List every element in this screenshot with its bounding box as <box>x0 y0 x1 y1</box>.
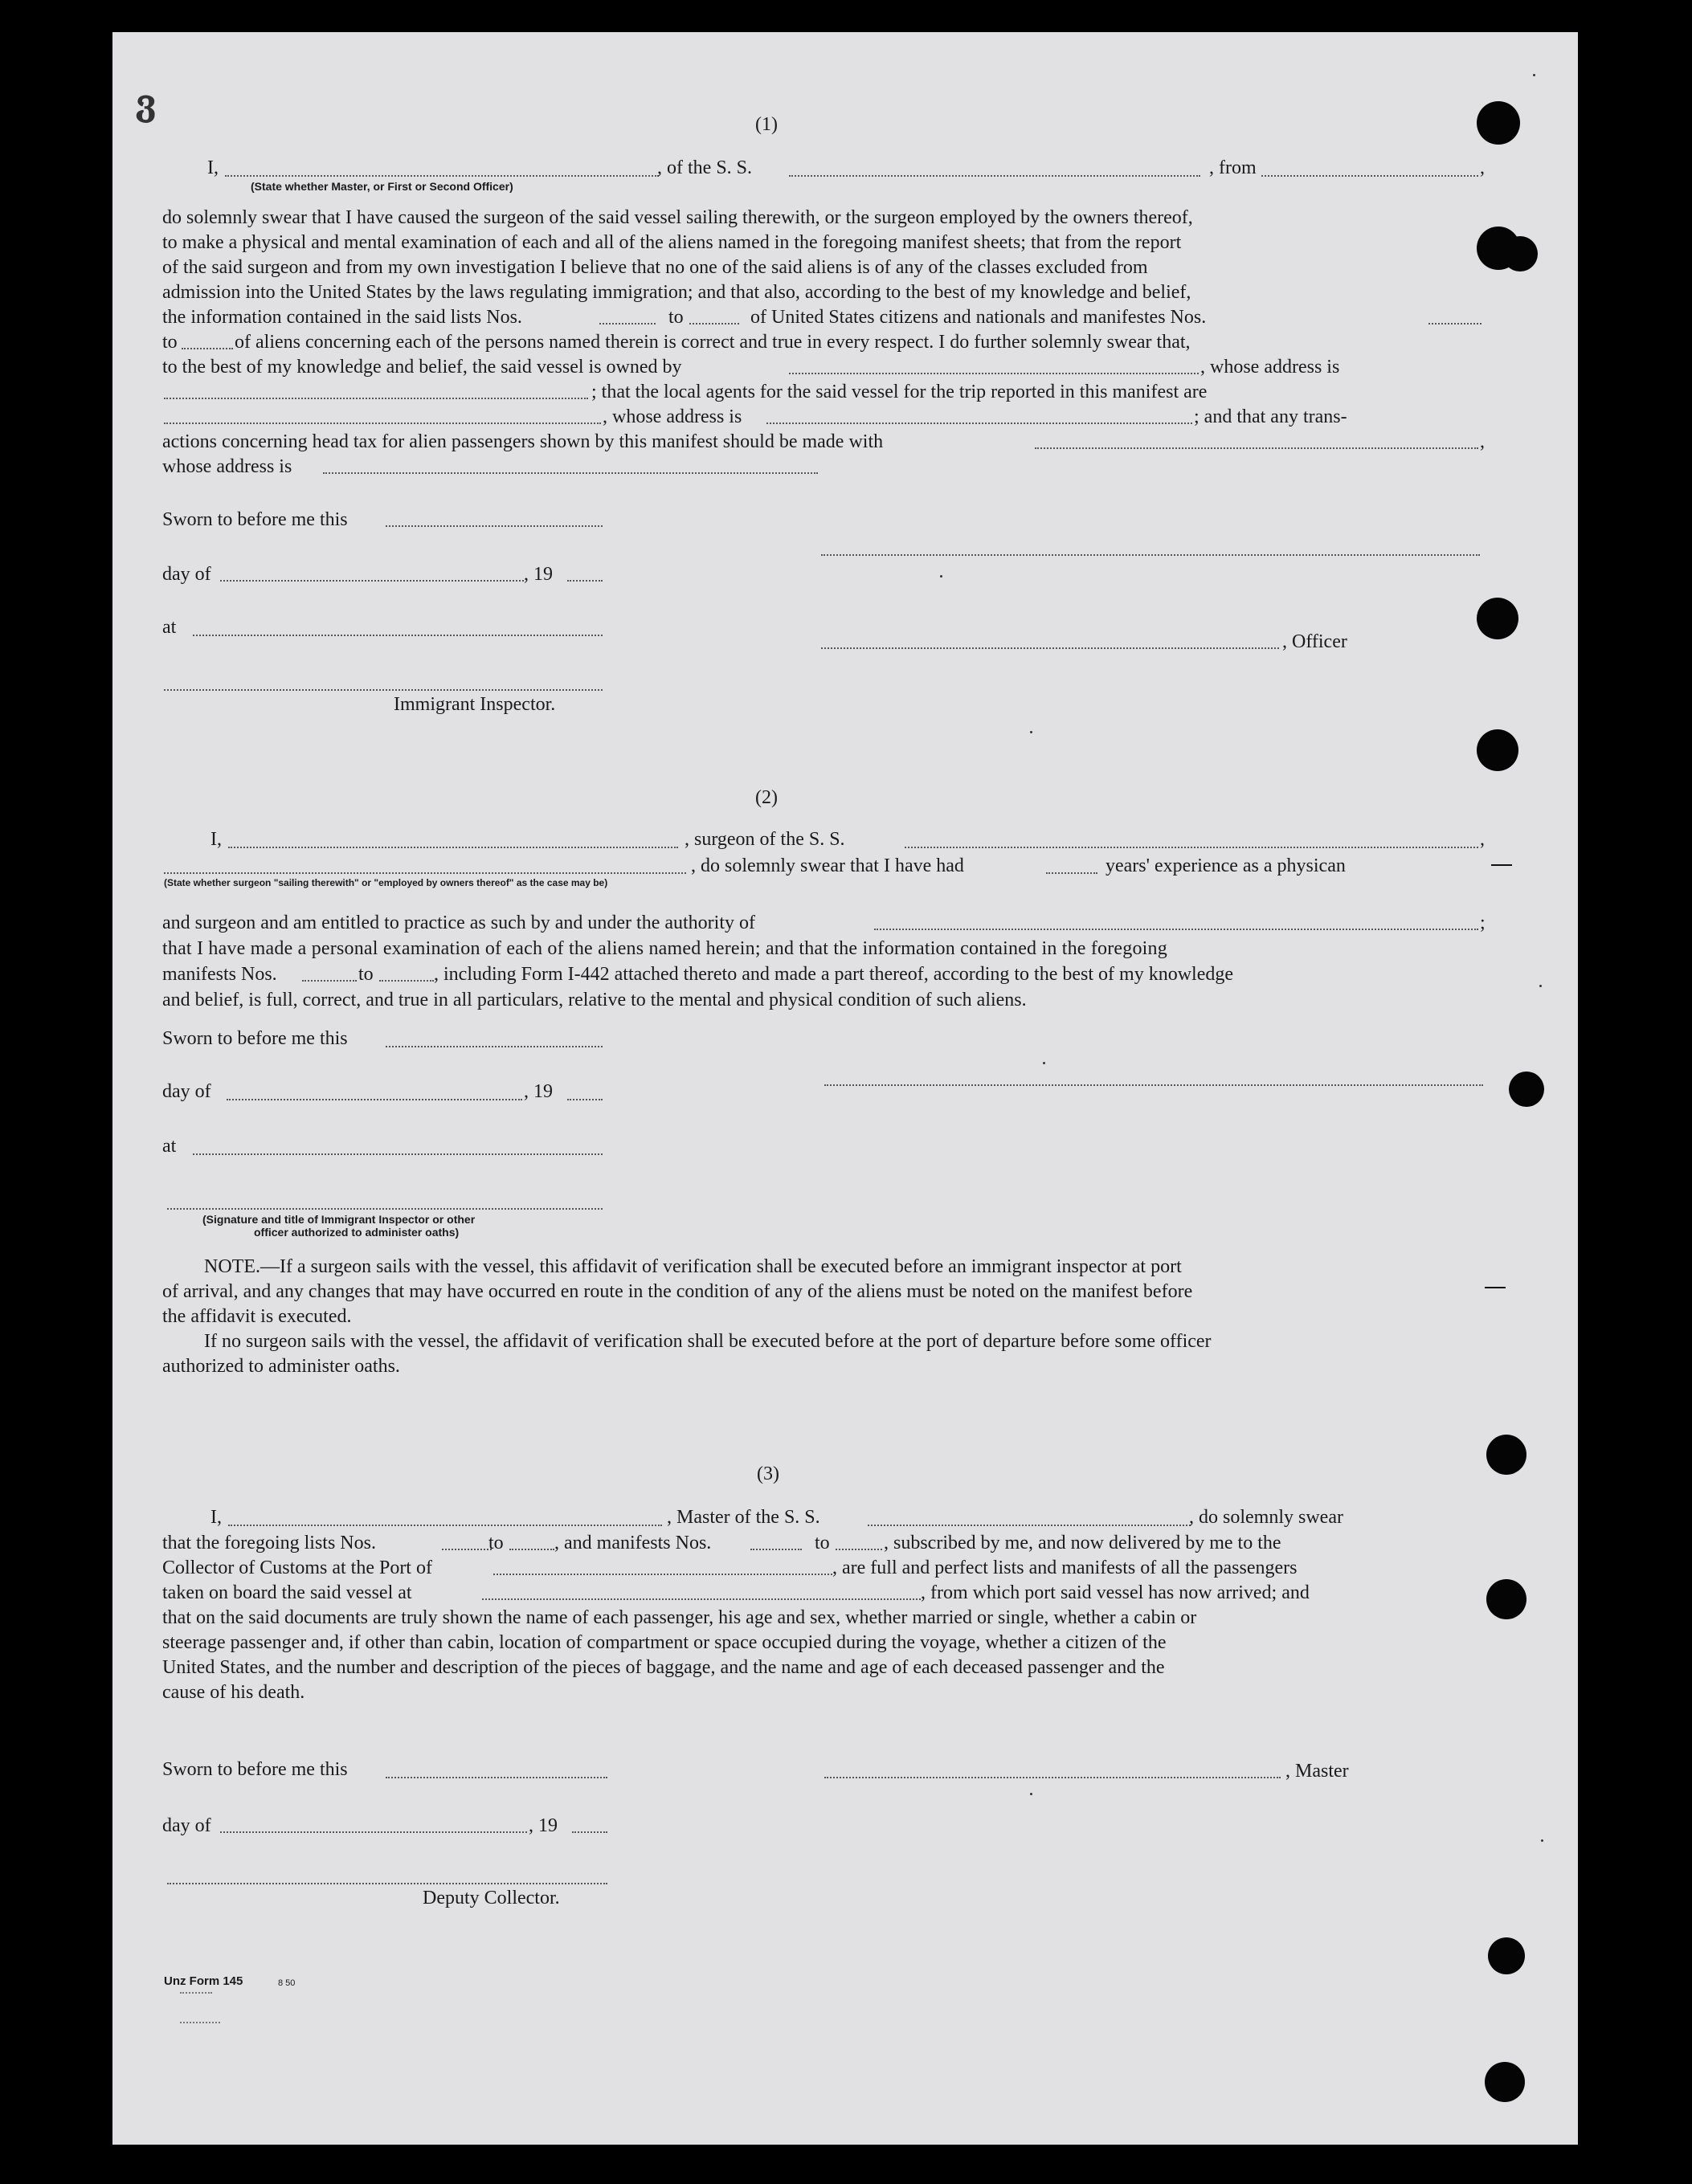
sheet-mark: ვ <box>135 84 157 123</box>
edge-mark <box>1491 864 1512 866</box>
s2-line-a: and surgeon and am entitled to practice as such by and under the authority of <box>162 912 755 933</box>
s3-lists-to-field[interactable] <box>509 1549 554 1550</box>
s1-line: admission into the United States by the laws regulating immigration; and that also, according to the best of my knowledge and belief, <box>162 282 1191 303</box>
speck <box>1030 1793 1032 1795</box>
s1-inspector-field[interactable] <box>164 689 603 691</box>
s1-nineteen: , 19 <box>524 564 553 585</box>
s2-at: at <box>162 1136 177 1157</box>
s1-line5a: the information contained in the said lists Nos. <box>162 307 522 328</box>
s3-manifests-from-field[interactable] <box>750 1549 802 1550</box>
form-id: Unz Form 145 <box>164 1974 243 1988</box>
s1-line8: ; that the local agents for the said vessel for the trip reported in this manifest are <box>591 382 1208 402</box>
binder-hole <box>1486 1435 1526 1475</box>
s1-officer-note: (State whether Master, or First or Second Officer) <box>251 180 513 193</box>
section-3-number: (3) <box>757 1463 779 1484</box>
binder-hole <box>1485 2062 1525 2102</box>
s1-line6a: to <box>162 332 178 353</box>
speck <box>1541 1839 1543 1842</box>
s1-line9a: , whose address is <box>603 406 742 427</box>
s3-l3a: taken on board the said vessel at <box>162 1582 412 1603</box>
s3-l1e: , subscribed by me, and now delivered by me to the <box>884 1533 1281 1553</box>
s2-sig-note-2: officer authorized to administer oaths) <box>254 1226 460 1239</box>
s3-l1b: to <box>488 1533 504 1553</box>
note-paragraph-1 <box>162 1255 1483 1329</box>
document-page <box>112 32 1578 2145</box>
s1-owner-field[interactable] <box>789 373 1199 374</box>
s2-line-c2: to <box>358 964 374 985</box>
s2-nineteen: , 19 <box>524 1081 553 1102</box>
s3-master-name-field[interactable] <box>228 1525 662 1526</box>
s3-l3b: , from which port said vessel has now arrived; and <box>921 1582 1310 1603</box>
s1-manifests-to-field[interactable] <box>182 348 233 349</box>
s2-authority-field[interactable] <box>874 929 1478 930</box>
note-paragraph-2 <box>162 1329 1483 1379</box>
s2-manifests-from-field[interactable] <box>302 980 357 982</box>
s3-manifests-to-field[interactable] <box>836 1549 882 1550</box>
s1-at: at <box>162 617 177 638</box>
note-line: If no surgeon sails with the vessel, the affidavit of verification shall be executed before at the port of departure before some officer <box>204 1331 1212 1352</box>
s3-line: United States, and the number and description of the pieces of baggage, and the name and age of each deceased passenger and the <box>162 1657 1165 1678</box>
s2-day-of: day of <box>162 1081 211 1102</box>
binder-hole <box>1477 101 1520 145</box>
s3-l1d: to <box>815 1533 830 1553</box>
s2-manifests-to-field[interactable] <box>379 980 434 982</box>
s3-year-field[interactable] <box>572 1831 607 1833</box>
s3-line: steerage passenger and, if other than cabin, location of compartment or space occupied during the voyage, whether a citizen of the <box>162 1632 1167 1653</box>
s3-deputy-field[interactable] <box>167 1883 607 1884</box>
s2-at-field[interactable] <box>193 1153 603 1155</box>
s2-day-field[interactable] <box>227 1099 522 1100</box>
s3-boarded-at-field[interactable] <box>482 1598 921 1600</box>
s2-comma: , <box>1480 829 1485 850</box>
s3-I: I, <box>210 1507 222 1528</box>
edge-mark <box>1485 1287 1506 1288</box>
s2-vessel-field[interactable] <box>905 847 1478 848</box>
s1-line11: whose address is <box>162 456 292 477</box>
s2-year-field[interactable] <box>567 1099 603 1100</box>
s1-signature-field[interactable] <box>821 554 1480 556</box>
s2-signature-field[interactable] <box>824 1084 1483 1086</box>
s2-sig-note-1: (Signature and title of Immigrant Inspector or other <box>202 1213 476 1226</box>
s3-master: , Master <box>1285 1761 1349 1782</box>
s1-I: I, <box>207 157 219 178</box>
s1-comma: , <box>1480 157 1485 178</box>
s1-year-field[interactable] <box>567 580 603 582</box>
s2-line-c3: , including Form I-442 attached thereto and made a part thereof, according to the best of my knowledge <box>434 964 1234 985</box>
s3-master-sig-field[interactable] <box>824 1777 1281 1778</box>
s1-line10b: , <box>1480 431 1485 452</box>
smudge <box>180 2022 220 2023</box>
s3-line: cause of his death. <box>162 1682 305 1703</box>
s1-agents-field[interactable] <box>164 423 601 424</box>
binder-hole <box>1509 1072 1544 1107</box>
s1-owner-address-field[interactable] <box>164 398 588 399</box>
s1-inspector: Immigrant Inspector. <box>394 694 556 715</box>
s3-l1c: , and manifests Nos. <box>554 1533 712 1553</box>
s3-sworn: Sworn to before me this <box>162 1759 348 1780</box>
binder-hole <box>1477 729 1518 771</box>
binder-hole <box>1486 1579 1526 1619</box>
s2-line-d: and belief, is full, correct, and true in all particulars, relative to the mental and physical condition of such aliens. <box>162 990 1027 1010</box>
s3-line: that on the said documents are truly shown the name of each passenger, his age and sex, whether married or single, whether a cabin or <box>162 1607 1197 1628</box>
s1-officer-name-field[interactable] <box>225 175 659 177</box>
s1-from-field[interactable] <box>1261 175 1478 177</box>
s2-years: years' experience as a physican <box>1106 855 1346 876</box>
s2-surgeon-of: , surgeon of the S. S. <box>685 829 845 850</box>
s1-line: do solemnly swear that I have caused the surgeon of the said vessel sailing therewith, or the surgeon employed by the owners thereof, <box>162 207 1193 228</box>
s2-line-b: that I have made a personal examination of each of the aliens named herein; and that the information contained in the foregoing <box>162 938 1167 959</box>
s3-port-field[interactable] <box>493 1574 832 1575</box>
speck <box>1043 1062 1045 1064</box>
s1-day-of: day of <box>162 564 211 585</box>
s2-swear: , do solemnly swear that I have had <box>691 855 964 876</box>
s1-sworn: Sworn to before me this <box>162 509 348 530</box>
s3-l2a: Collector of Customs at the Port of <box>162 1557 432 1578</box>
binder-hole <box>1477 598 1518 639</box>
s1-line7b: , whose address is <box>1200 357 1340 378</box>
s2-surgeon-name-field[interactable] <box>228 847 678 848</box>
s1-agents-address-field[interactable] <box>766 423 1192 424</box>
note-line: authorized to administer oaths. <box>162 1356 400 1377</box>
s3-day-field[interactable] <box>220 1831 527 1833</box>
s1-sworn-field[interactable] <box>386 525 603 527</box>
binder-hole <box>1502 236 1538 271</box>
s1-line: of the said surgeon and from my own investigation I believe that no one of the said aliens is of any of the classes excluded from <box>162 257 1148 278</box>
s1-of-the-ss: , of the S. S. <box>657 157 753 178</box>
s1-lists-from-field[interactable] <box>599 323 656 325</box>
s1-paragraph <box>162 206 1483 305</box>
s3-paragraph <box>162 1606 1486 1705</box>
s1-line5c: of United States citizens and nationals and manifestes Nos. <box>750 307 1207 328</box>
s1-at-field[interactable] <box>193 635 603 636</box>
s3-lists-from-field[interactable] <box>442 1549 492 1550</box>
s3-deputy: Deputy Collector. <box>423 1888 560 1908</box>
smudge <box>180 1992 212 1994</box>
s3-nineteen: , 19 <box>529 1815 558 1836</box>
s1-officer: , Officer <box>1282 631 1347 652</box>
speck <box>1539 985 1542 987</box>
s1-vessel-field[interactable] <box>789 175 1200 177</box>
s1-lists-to-field[interactable] <box>689 323 739 325</box>
s1-manifests-from-field[interactable] <box>1428 323 1482 325</box>
s3-sworn-field[interactable] <box>386 1777 607 1778</box>
s2-status-note: (State whether surgeon "sailing therewith" or "employed by owners thereof" as the case may be) <box>164 877 608 888</box>
s1-officer-field[interactable] <box>821 647 1279 649</box>
section-2-number: (2) <box>755 787 778 808</box>
s1-head-tax-field[interactable] <box>1035 447 1478 449</box>
s2-years-field[interactable] <box>1046 872 1097 874</box>
s2-line-a-end: ; <box>1480 912 1486 933</box>
s1-head-tax-address-field[interactable] <box>323 472 818 474</box>
s1-line10a: actions concerning head tax for alien passengers shown by this manifest should be made with <box>162 431 884 452</box>
s2-line-c1: manifests Nos. <box>162 964 277 985</box>
speck <box>1533 74 1535 76</box>
binder-hole <box>1488 1937 1525 1974</box>
s2-sworn-field[interactable] <box>386 1046 603 1047</box>
s3-l2b: , are full and perfect lists and manifests of all the passengers <box>832 1557 1298 1578</box>
s2-inspector-sig-field[interactable] <box>167 1208 603 1210</box>
form-date: 8 50 <box>278 1978 296 1988</box>
note-line: of arrival, and any changes that may have occurred en route in the condition of any of the aliens must be noted on the manifest before <box>162 1281 1193 1302</box>
s1-line7a: to the best of my knowledge and belief, the said vessel is owned by <box>162 357 682 378</box>
s3-vessel-field[interactable] <box>868 1525 1191 1526</box>
note-line: NOTE.—If a surgeon sails with the vessel, this affidavit of verification shall be executed before an immigrant inspector at port <box>204 1256 1182 1277</box>
s1-line6b: of aliens concerning each of the persons named therein is correct and true in every respect. I do further solemnly swear that, <box>235 332 1191 353</box>
s3-l1a: that the foregoing lists Nos. <box>162 1533 376 1553</box>
speck <box>1030 731 1032 733</box>
s2-sworn: Sworn to before me this <box>162 1028 348 1049</box>
section-1-number: (1) <box>755 114 778 135</box>
s3-day-of: day of <box>162 1815 211 1836</box>
s3-swear: , do solemnly swear <box>1189 1507 1343 1528</box>
s1-line5b: to <box>668 307 684 328</box>
s1-line9b: ; and that any trans- <box>1194 406 1347 427</box>
s1-day-field[interactable] <box>220 580 524 582</box>
note-line: the affidavit is executed. <box>162 1306 352 1327</box>
s1-line: to make a physical and mental examination of each and all of the aliens named in the foregoing manifest sheets; that from the report <box>162 232 1182 253</box>
s2-I: I, <box>210 829 222 850</box>
s2-status-field[interactable] <box>164 872 686 874</box>
s1-from: , from <box>1209 157 1257 178</box>
s3-master-of: , Master of the S. S. <box>667 1507 820 1528</box>
speck <box>940 575 942 578</box>
